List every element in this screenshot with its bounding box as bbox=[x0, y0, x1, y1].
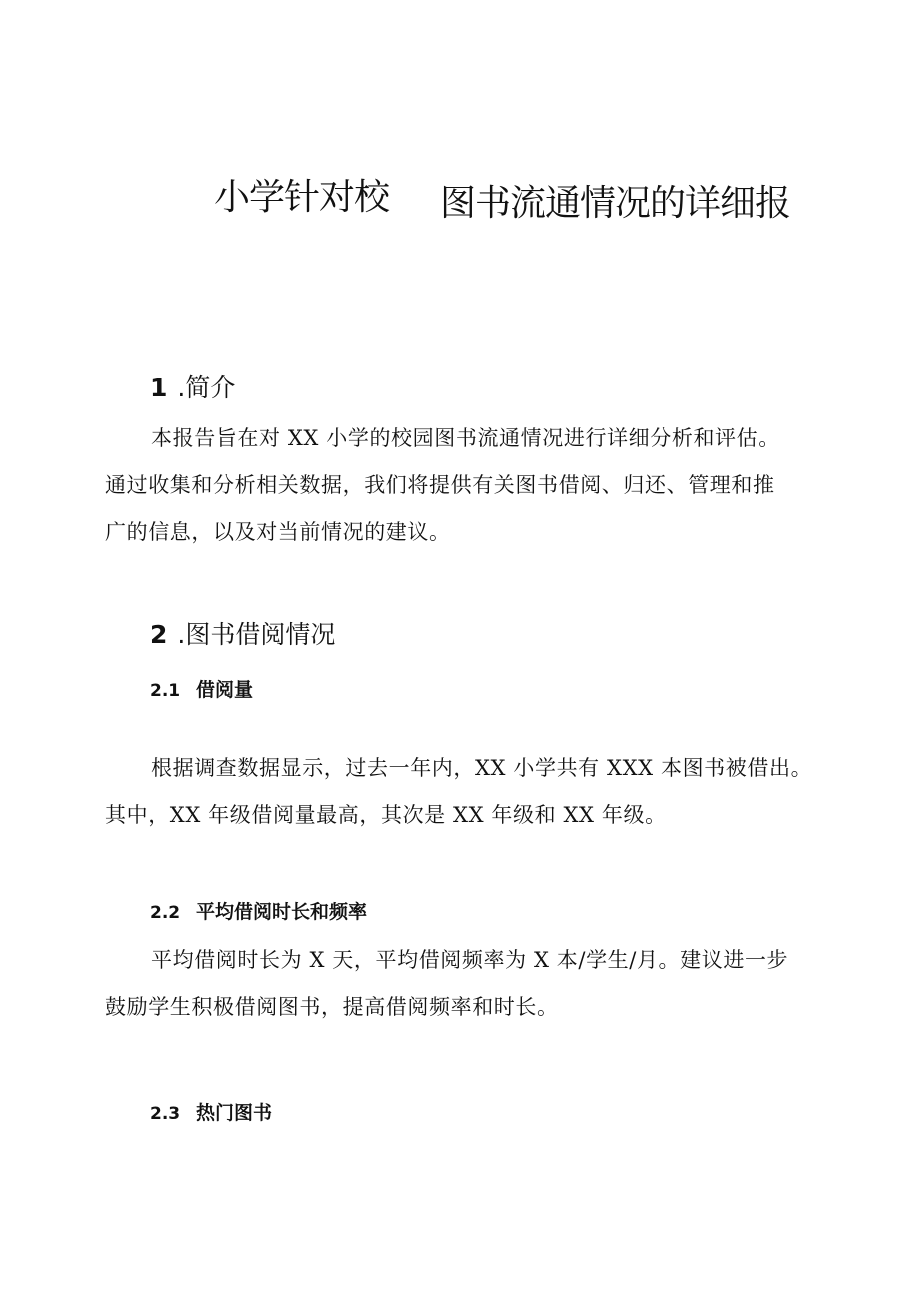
subsection-2-3-heading bbox=[150, 1101, 272, 1126]
subsection-2-2-number: 2.2 bbox=[150, 903, 181, 923]
paragraph-line: 鼓励学生积极借阅图书，提高借阅频率和时长。 bbox=[105, 995, 559, 1019]
paragraph-line: 根据调查数据显示，过去一年内，XX 小学共有 XXX 本图书被借出。 bbox=[151, 756, 813, 780]
subsection-2-1-title: 借阅量 bbox=[196, 679, 254, 701]
subsection-2-2-paragraph bbox=[105, 937, 788, 1031]
paragraph-line: 广的信息，以及对当前情况的建议。 bbox=[105, 520, 451, 544]
subsection-2-1-number: 2.1 bbox=[150, 681, 181, 701]
subsection-2-3-title: 热门图书 bbox=[196, 1102, 273, 1124]
section-2-heading bbox=[150, 620, 335, 650]
section-1-title: .简介 bbox=[177, 373, 236, 402]
paragraph-line: 本报告旨在对 XX 小学的校园图书流通情况进行详细分析和评估。 bbox=[151, 426, 780, 450]
paragraph-line: 其中，XX 年级借阅量最高，其次是 XX 年级和 XX 年级。 bbox=[105, 803, 667, 827]
subsection-2-2-heading bbox=[150, 900, 367, 925]
subsection-2-1-paragraph bbox=[105, 745, 812, 839]
section-1-heading bbox=[150, 373, 235, 403]
title-left: 小学针对校 bbox=[214, 177, 390, 218]
subsection-2-2-title: 平均借阅时长和频率 bbox=[196, 901, 368, 923]
subsection-2-3-number: 2.3 bbox=[150, 1104, 181, 1124]
paragraph-line: 通过收集和分析相关数据，我们将提供有关图书借阅、归还、管理和推 bbox=[105, 473, 775, 497]
subsection-2-1-heading bbox=[150, 678, 253, 703]
section-1-paragraph bbox=[105, 415, 780, 556]
section-2-title: .图书借阅情况 bbox=[177, 620, 336, 649]
section-1-number: 1 bbox=[150, 373, 168, 402]
section-2-number: 2 bbox=[150, 620, 168, 649]
paragraph-line: 平均借阅时长为 X 天，平均借阅频率为 X 本/学生/月。建议进一步 bbox=[151, 948, 789, 972]
title-right: 图书流通情况的详细报 bbox=[440, 183, 791, 224]
